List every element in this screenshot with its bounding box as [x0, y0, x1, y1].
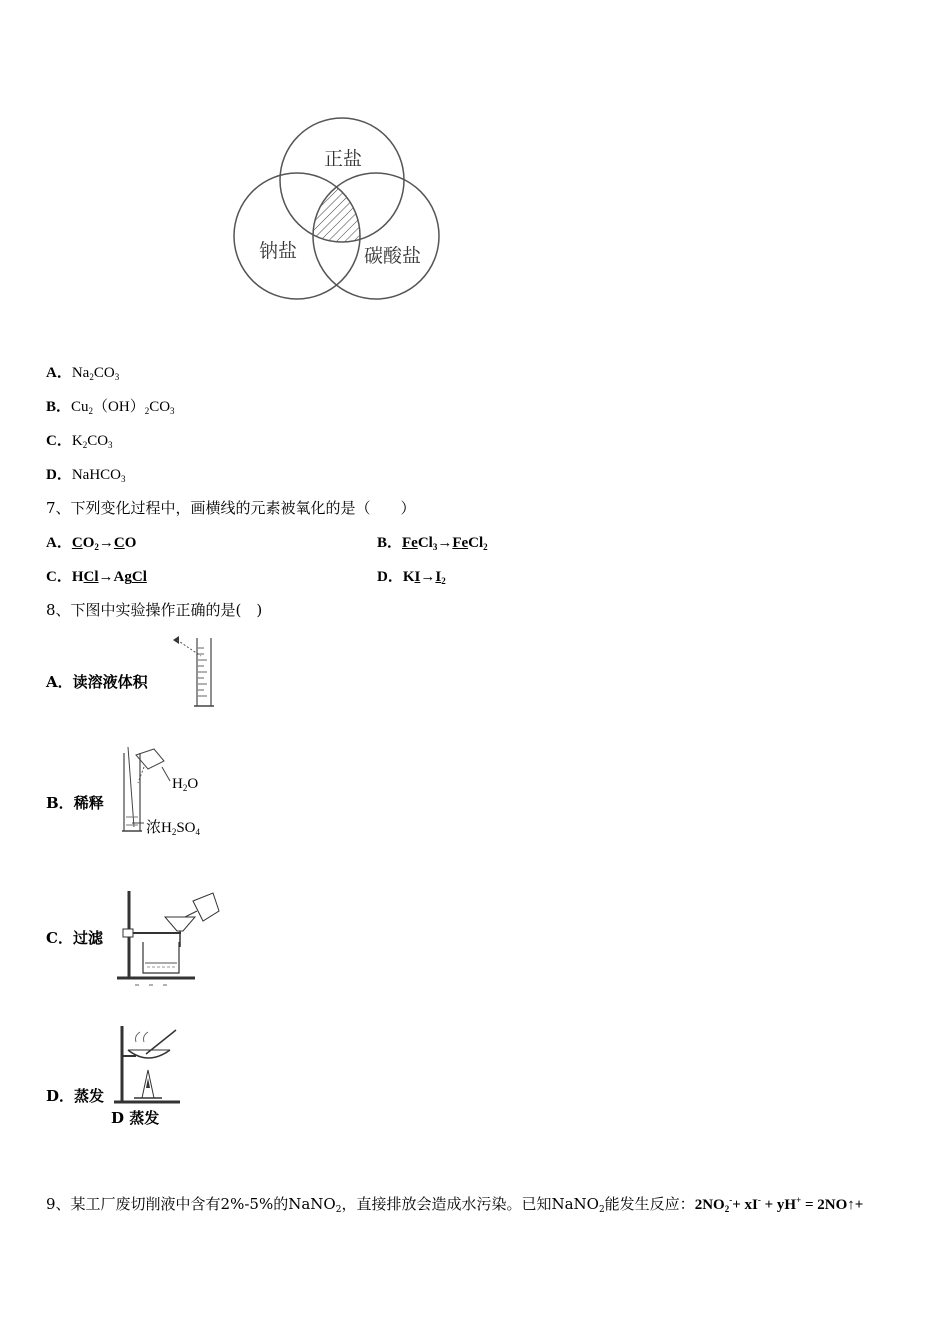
dilution-water-label: $H_2O$ [172, 776, 199, 793]
q7-stem: 7、下列变化过程中，画横线的元素被氧化的是（ ） [46, 499, 416, 517]
venn-label-top: 正盐 [324, 148, 363, 170]
evaporation-caption: D 蒸发 [111, 1109, 160, 1127]
venn-diagram [225, 115, 445, 305]
q8-stem: 8、下图中实验操作正确的是( ) [46, 601, 263, 619]
filtration-figure [115, 887, 225, 987]
q6-option-a: A．$Na_2CO_3$ [46, 365, 120, 382]
q7-option-b: B．FeCl$_3$→FeCl$_2$ [377, 535, 488, 552]
graduated-cylinder-figure [165, 632, 220, 712]
evaporation-figure [110, 1022, 190, 1106]
q8-option-d: D．蒸发 [46, 1087, 105, 1105]
venn-label-right: 碳酸盐 [364, 245, 422, 267]
q6-option-d: D．NaHCO$_3$ [46, 467, 126, 484]
q7-option-a: A．$CO_2\to CO$ [46, 535, 137, 552]
q8-option-c: C．过滤 [46, 929, 103, 947]
q7-option-d: D．$KI\to I_2$ [377, 569, 446, 586]
q9-stem: 9、某工厂废切削液中含有2%-5%的NaNO$_2$，直接排放会造成水污染。已知NaNO$_2$能发生反应：$2NO_2^-+ xI^- + yH^+$ = 2NO↑+ [46, 1195, 864, 1215]
q6-option-b: B．$Cu_2(OH)_2CO_3$ [46, 399, 175, 416]
q6-option-c: C．$K_2CO_3$ [46, 433, 113, 450]
q8-option-a: A．读溶液体积 [46, 673, 148, 691]
q8-option-b: B．稀释 [46, 794, 104, 812]
venn-label-left: 钠盐 [259, 240, 298, 262]
q7-option-c: C．HCl→AgCl [46, 569, 147, 585]
dilution-acid-label: 浓$H_2SO_4$ [146, 820, 201, 837]
